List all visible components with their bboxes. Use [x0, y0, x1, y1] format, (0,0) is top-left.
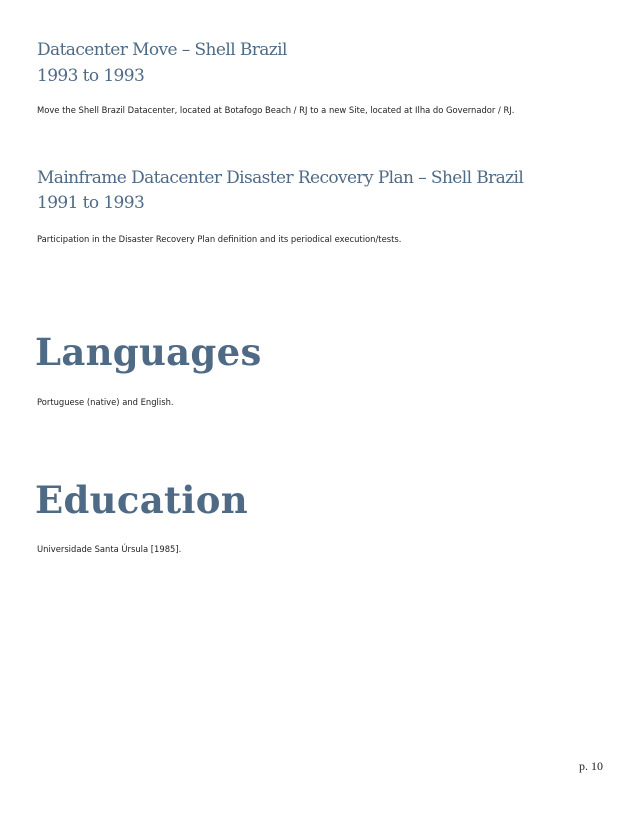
- languages-text: Portuguese (native) and English.: [37, 397, 174, 407]
- disaster-recovery-dates: 1991 to 1993: [37, 193, 145, 213]
- disaster-recovery-title: Mainframe Datacenter Disaster Recovery Plan – Shell Brazil: [37, 168, 524, 188]
- page-number: p. 10: [579, 759, 603, 773]
- datacenter-move-dates: 1993 to 1993: [37, 66, 145, 86]
- education-text: Universidade Santa Úrsula [1985].: [37, 544, 182, 554]
- languages-heading: Languages: [35, 330, 262, 374]
- datacenter-move-description: Move the Shell Brazil Datacenter, located at Botafogo Beach / RJ to a new Site, located at Ilha do Governador / RJ.: [37, 105, 515, 115]
- education-heading: Education: [35, 478, 248, 522]
- disaster-recovery-description: Participation in the Disaster Recovery Plan definition and its periodical execution/tests.: [37, 234, 402, 244]
- datacenter-move-title: Datacenter Move – Shell Brazil: [37, 40, 287, 60]
